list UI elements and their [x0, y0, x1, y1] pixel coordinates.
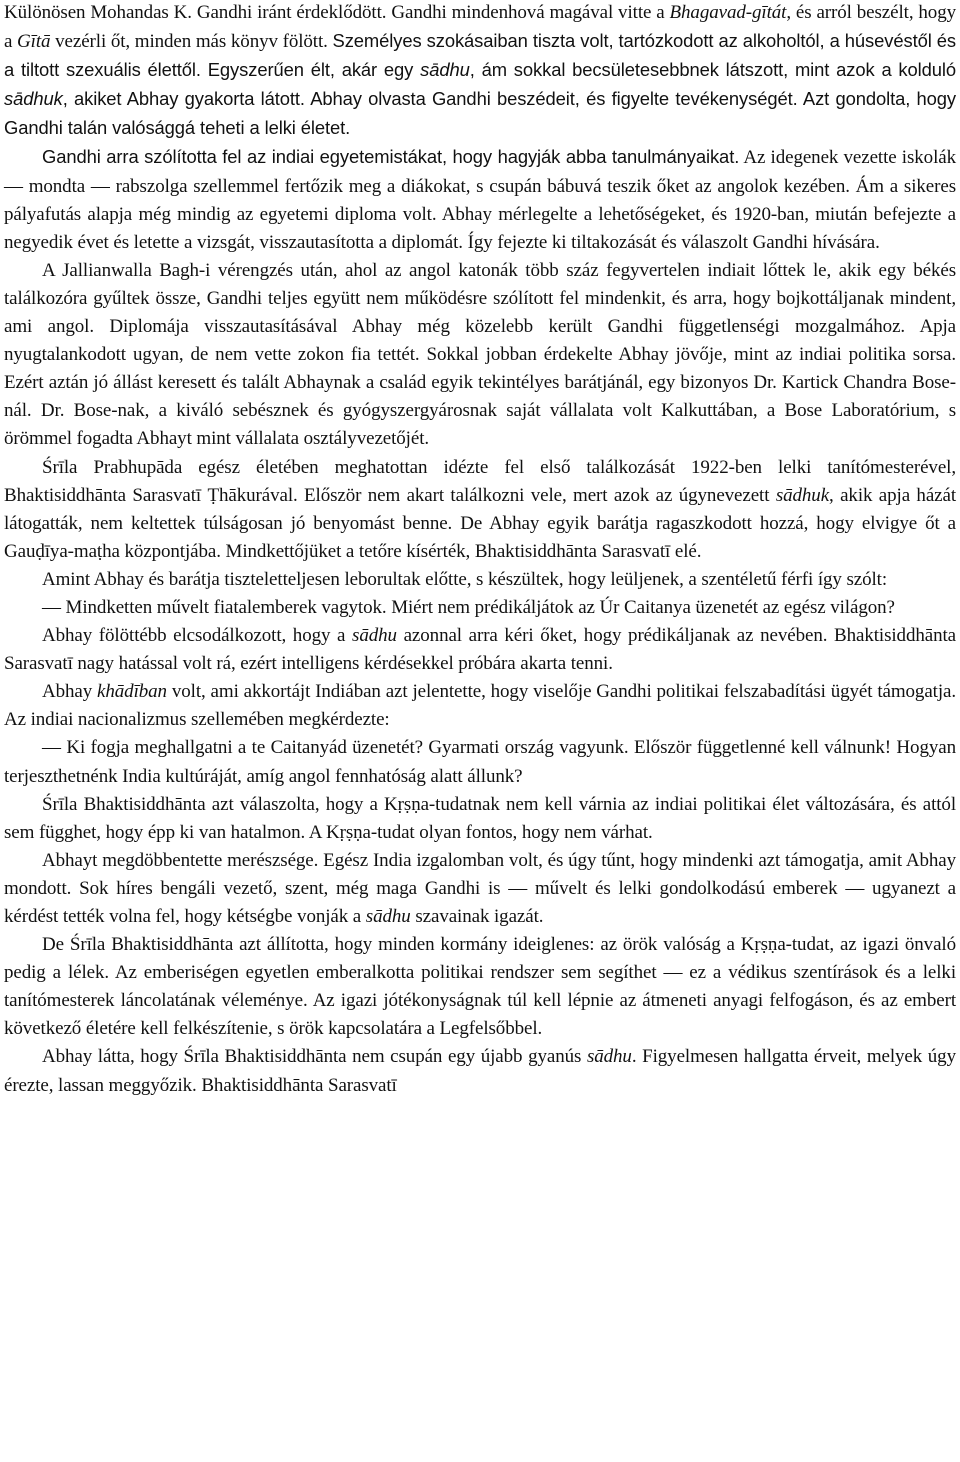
text-run: Különösen Mohandas K. Gandhi iránt érdeklődött. Gandhi mindenhová magával vitte a [4, 2, 670, 23]
text-run: Abhay [42, 681, 98, 703]
text-run: — Mindketten művelt fiatalemberek vagytok. Miért nem prédikáljátok az Úr Caitanya üzenetét az egész világon? [42, 596, 895, 618]
text-run: Személyes szokásaiban tiszta volt, tartózkodott az alkoholtól, a húsevéstől és a tiltott szexuális élettől. Egyszerűen élt, akár egy [4, 30, 956, 81]
paragraph [4, 678, 956, 734]
text-run: Gītā [17, 31, 51, 53]
paragraph [4, 791, 956, 847]
text-run: volt, ami akkortájt Indiában azt jelentette, hogy viselője Gandhi politikai felszabadítási ügyét támogatja. Az indiai nacionalizmus szellemében megkérdezte: [4, 681, 956, 731]
paragraph [4, 143, 956, 256]
text-run: vezérli őt, minden más könyv fölött. [50, 31, 333, 53]
text-run: Abhay fölöttébb elcsodálkozott, hogy a [42, 625, 353, 647]
text-run: Gandhi arra szólította fel az indiai egyetemistákat, hogy hagyják abba tanulmányaikat. [42, 146, 740, 168]
text-run: A Jallianwalla Bagh-i vérengzés után, ahol az angol katonák több száz fegyvertelen indiait lőttek le, akik egy békés találkozóra gyűltek össze, Gandhi teljes együtt nem működésre szólított fel mindenkit, és arra, hogy bojkottáljanak mindent, ami angol. Diplomája visszautasításával Abhay még közelebb került Gandhi függetlenségi mozgalmához. Apja nyugtalankodott ugyan, de nem vette zokon fia tettét. Sokkal jobban érdekelte Abhay jövője, mint az indiai politika sorsa. Ezért aztán jó állást keresett és talált Abhaynak a család egyik tekintélyes barátjánál, egy bizonyos Dr. Kartick Chandra Bose-nál. Dr. Bose-nak, a kiváló sebésznek és gyógyszergyárosnak saját vállalata volt Kalkuttában, a Bose Laboratórium, s örömmel fogadta Abhayt mint vállalata osztályvezetőjét. [4, 259, 956, 450]
paragraph [4, 594, 956, 622]
text-run: Abhay látta, hogy Śrīla Bhaktisiddhānta nem csupán egy újabb gyanús [42, 1046, 587, 1068]
paragraph [4, 847, 956, 931]
paragraph [4, 257, 956, 454]
text-run: Amint Abhay és barátja tiszteletteljesen leborultak előtte, s készültek, hogy leüljenek, a szentéletű férfi így szólt: [42, 568, 888, 590]
paragraph [4, 0, 956, 143]
text-run: — Ki fogja meghallgatni a te Caitanyád üzenetét? Gyarmati ország vagyunk. Először függetlenné kell válnunk! Hogyan terjeszthetnénk India kultúráját, amíg angol fennhatóság alatt állunk? [4, 737, 956, 787]
paragraph [4, 931, 956, 1043]
text-run: , ám sokkal becsületesebbnek látszott, mint azok a kolduló [469, 59, 956, 81]
paragraph [4, 734, 956, 790]
text-run: , és arról beszélt, hogy a [4, 2, 957, 53]
paragraph [4, 454, 956, 566]
text-run: Abhayt megdöbbentette merészsége. Egész India izgalomban volt, és úgy tűnt, hogy mindenki azt támogatja, amit Abhay mondott. Sok híres bengáli vezető, szent, még maga Gandhi is — művelt és lelki gondolkodású emberek — ugyanezt a kérdést tették volna fel, hogy kétségbe vonják a [4, 849, 956, 927]
text-run: Az idegenek vezette iskolák — mondta — rabszolga szellemmel fertőzik meg a diákokat, s csupán bábuvá teszik őket az angolok kezében. Ám a sikeres pályafutás alapja még mindig az egyetemi diploma volt. Abhay mérlegelte a lehetőségeket, és 1920-ban, miután befejezte a negyedik évet és letette a vizsgát, visszautasította a diplomát. Így fejezte ki tiltakozását és válaszolt Gandhi hívására. [4, 147, 956, 253]
text-run: azonnal arra kéri őket, hogy prédikáljanak az nevében. Bhaktisiddhānta Sarasvatī nagy hatással volt rá, ezért intelligens kérdésekkel próbára akarta tenni. [4, 625, 957, 675]
text-run: khādīban [97, 681, 167, 703]
paragraph [4, 622, 956, 678]
document-page [4, 0, 956, 1100]
text-run: Śrīla Bhaktisiddhānta azt válaszolta, hogy a Kṛṣṇa-tudatnak nem kell várnia az indiai politikai élet változására, és attól sem függhet, hogy épp ki van hatalmon. A Kṛṣṇa-tudat olyan fontos, hogy nem várhat. [4, 793, 956, 843]
text-run: sādhu [352, 625, 397, 647]
text-run: , akik apja házát látogatták, nem keltettek túlságosan jó benyomást benne. De Abhay egyik barátja ragaszkodott hozzá, hogy elvigye őt a Gauḍīya-maṭha központjába. Mindkettőjüket a tetőre kísérték, Bhaktisiddhānta Sarasvatī elé. [4, 484, 956, 562]
text-run: szavainak igazát. [410, 906, 544, 927]
text-run: Śrīla Prabhupāda egész életében meghatottan idézte fel első találkozását 1922-ben lelki tanítómesterével, Bhaktisiddhānta Sarasvatī Ṭhākurával. Először nem akart találkozni vele, mert azok az úgynevezett [4, 456, 956, 506]
text-run: De Śrīla Bhaktisiddhānta azt állította, hogy minden kormány ideiglenes: az örök valóság a Kṛṣṇa-tudat, az igazi önvaló pedig a lélek. Az emberiségen egyetlen emberalkotta politikai rendszer sem segíthet — ez a védikus szentírások és a lelki tanítómesterek láncolatának véleménye. Az igazi jótékonyságnak túl kell lépnie az átmeneti anyagi felfogáson, és az embert következő életére kell felkészítenie, s örök kapcsolatára a Legfelsőbbel. [4, 934, 956, 1040]
text-run: , akiket Abhay gyakorta látott. Abhay olvasta Gandhi beszédeit, és figyelte tevékenységét. Azt gondolta, hogy Gandhi talán valósággá teheti a lelki életet. [4, 88, 956, 139]
text-run: . Figyelmesen hallgatta érveit, melyek úgy érezte, lassan meggyőzik. Bhaktisiddhānta Sarasvatī [4, 1046, 956, 1096]
text-run: sādhu [586, 1046, 632, 1068]
paragraph [4, 566, 956, 594]
text-run: sādhuk [4, 88, 63, 110]
text-run: sādhuk [775, 484, 830, 506]
text-run: sādhu [365, 906, 411, 927]
text-run: sādhu [420, 59, 470, 81]
paragraph [4, 1043, 956, 1099]
text-run: Bhagavad-gītát [669, 2, 787, 23]
